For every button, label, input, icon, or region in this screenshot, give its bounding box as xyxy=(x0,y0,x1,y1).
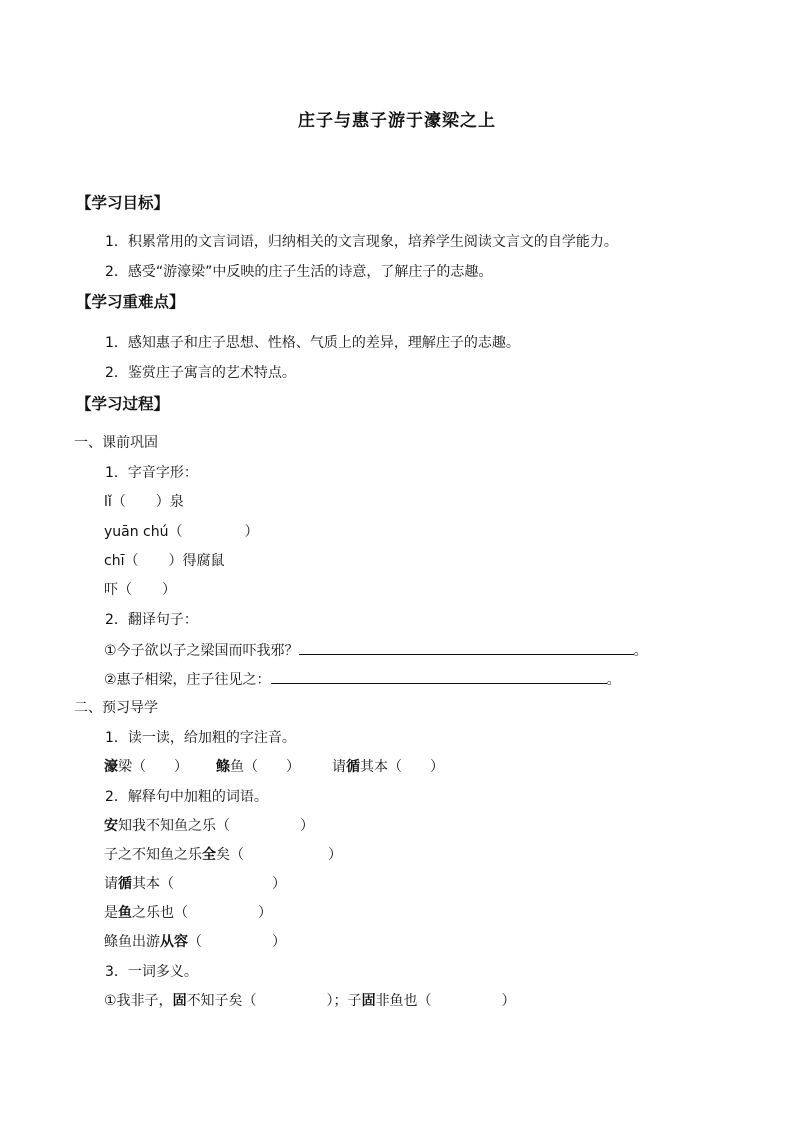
bold-char: 鲦 xyxy=(216,759,230,775)
bold-word: 循 xyxy=(118,876,132,892)
bold-word: 鱼 xyxy=(118,905,132,921)
phonetic-item-2 xyxy=(216,759,300,775)
part2-q3-label: 3．一词多义。 xyxy=(105,964,198,980)
explain-item-4-rest: 之乐也（ ） xyxy=(132,905,272,921)
translate-item-2 xyxy=(104,669,621,690)
period: 。 xyxy=(633,643,648,659)
pinyin-item-yuanchu-prefix: yuān chú（ xyxy=(104,524,183,540)
bold-word: 固 xyxy=(172,993,187,1009)
pinyin-item-yuanchu xyxy=(104,522,259,542)
explain-item-1 xyxy=(104,816,314,836)
section-heading-process: 【学习过程】 xyxy=(76,395,170,413)
pinyin-item-yuanchu-suffix: ） xyxy=(244,524,259,540)
part1-heading: 一、课前巩固 xyxy=(74,435,158,451)
pinyin-item-xia xyxy=(104,580,176,600)
bold-char: 濠 xyxy=(104,759,118,775)
polysemy-item-1 xyxy=(104,991,516,1011)
explain-item-2-pre: 子之不知鱼之乐 xyxy=(104,847,202,863)
explain-item-2 xyxy=(104,845,342,865)
explain-item-1-rest: 知我不知鱼之乐（ ） xyxy=(118,818,314,834)
bold-word: 全 xyxy=(202,847,216,863)
bold-char: 循 xyxy=(346,759,360,775)
pinyin-item-xia-suffix: ） xyxy=(162,582,176,598)
bold-word: 安 xyxy=(104,818,118,834)
part2-q1-label: 1．读一读，给加粗的字注音。 xyxy=(105,730,296,746)
phonetic-item-3-rest: 其本（ ） xyxy=(360,759,444,775)
translate-item-2-text: ②惠子相梁，庄子往见之： xyxy=(104,672,271,688)
phonetic-item-3 xyxy=(332,759,444,775)
explain-item-5-rest: （ ） xyxy=(188,934,286,950)
part2-heading: 二、预习导学 xyxy=(74,700,158,716)
part1-q1-label: 1．字音字形： xyxy=(105,465,198,481)
explain-item-3 xyxy=(104,874,286,894)
bold-word: 固 xyxy=(361,993,376,1009)
goal-item-1: 1．积累常用的文言词语，归纳相关的文言现象，培养学生阅读文言文的自学能力。 xyxy=(105,234,618,250)
translate-item-1 xyxy=(104,640,648,661)
polysemy-item-1-pre: ①我非子， xyxy=(104,993,173,1009)
explain-item-4-pre: 是 xyxy=(104,905,118,921)
explain-item-2-rest: 矣（ ） xyxy=(216,847,342,863)
bold-word: 从容 xyxy=(160,934,188,950)
translate-answer-line[interactable] xyxy=(299,640,634,655)
polysemy-item-1-rest: 非鱼也（ ） xyxy=(375,993,516,1009)
polysemy-item-1-mid: 不知子矣（ ）；子 xyxy=(186,993,362,1009)
pinyin-item-xia-prefix: 吓（ xyxy=(104,582,132,598)
phonetic-item-2-rest: 鱼（ ） xyxy=(230,759,300,775)
goal-item-2: 2．感受“游濠梁”中反映的庄子生活的诗意，了解庄子的志趣。 xyxy=(105,264,493,280)
pinyin-item-li xyxy=(104,492,184,512)
translate-answer-line[interactable] xyxy=(271,669,607,684)
key-point-item-1: 1．感知惠子和庄子思想、性格、气质上的差异，理解庄子的志趣。 xyxy=(105,335,520,351)
explain-item-3-rest: 其本（ ） xyxy=(132,876,286,892)
pinyin-item-li-suffix: ）泉 xyxy=(155,494,184,510)
translate-item-1-text: ①今子欲以子之梁国而吓我邪？ xyxy=(104,643,299,659)
pinyin-item-chi xyxy=(104,551,224,571)
explain-item-3-pre: 请 xyxy=(104,876,118,892)
phonetic-item-3-pre: 请 xyxy=(332,759,346,775)
pinyin-item-chi-suffix: ）得腐鼠 xyxy=(168,553,225,569)
phonetic-item-1 xyxy=(104,759,188,775)
explain-item-4 xyxy=(104,903,272,923)
period: 。 xyxy=(606,672,621,688)
phonetic-row xyxy=(104,757,444,777)
page-title: 庄子与惠子游于濠梁之上 xyxy=(298,111,496,131)
part2-q2-label: 2．解释句中加粗的词语。 xyxy=(105,789,268,805)
pinyin-item-li-prefix: lǐ（ xyxy=(104,494,126,510)
section-heading-key-points: 【学习重难点】 xyxy=(76,293,185,311)
key-point-item-2: 2．鉴赏庄子寓言的艺术特点。 xyxy=(105,365,296,381)
part1-q2-label: 2．翻译句子： xyxy=(105,612,198,628)
pinyin-item-chi-prefix: chī（ xyxy=(104,553,139,569)
explain-item-5 xyxy=(104,932,286,952)
phonetic-item-1-rest: 梁（ ） xyxy=(118,759,188,775)
explain-item-5-pre: 鲦鱼出游 xyxy=(104,934,160,950)
section-heading-goals: 【学习目标】 xyxy=(76,194,170,212)
